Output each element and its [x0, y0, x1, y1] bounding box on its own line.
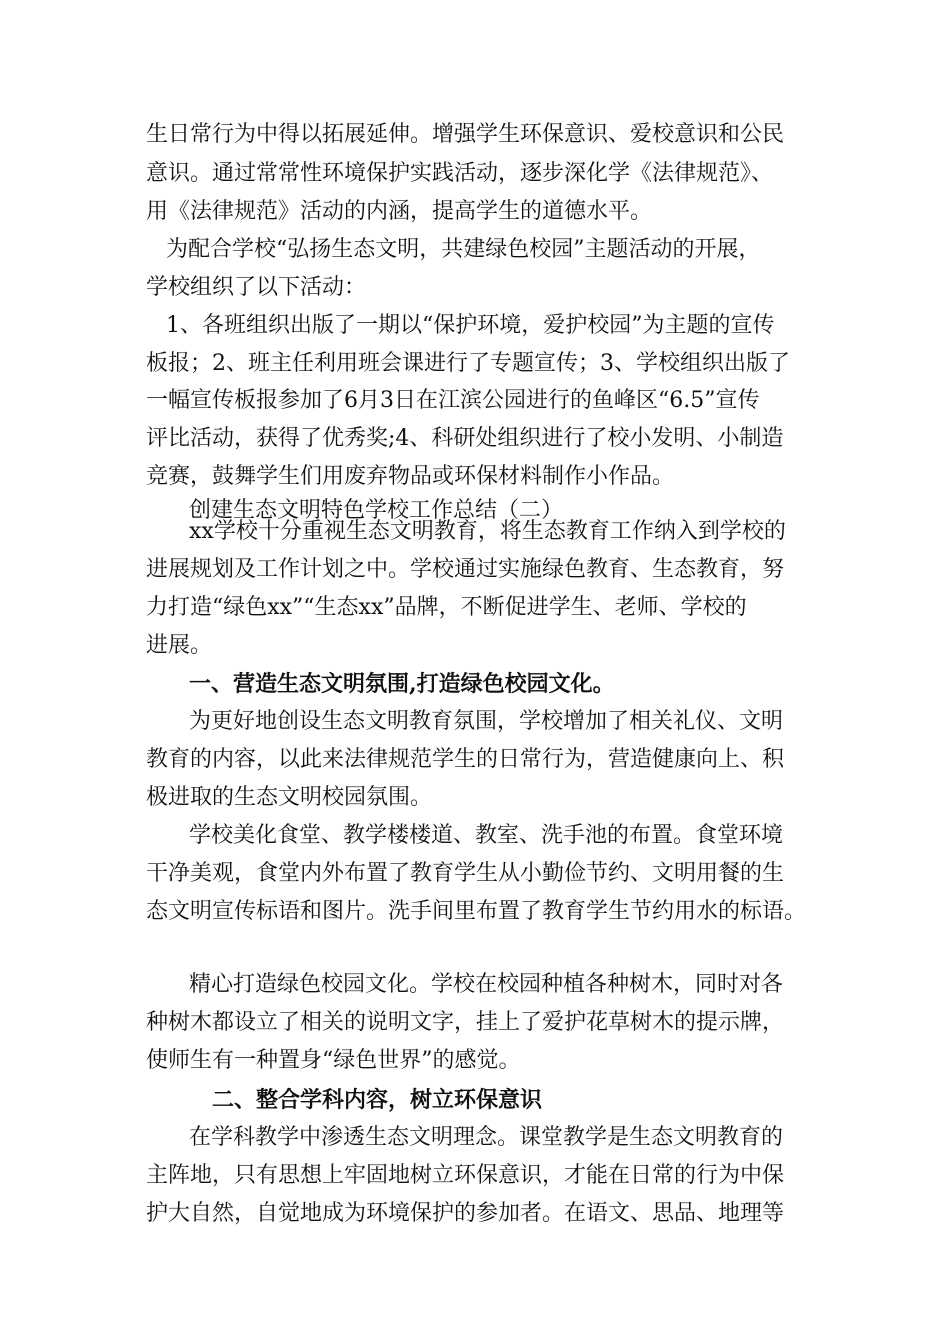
body-line: 力打造“绿色xx”“生态xx”品牌，不断促进学生、老师、学校的 [146, 595, 747, 620]
body-line: 态文明宣传标语和图片。洗手间里布置了教育学生节约用水的标语。 [146, 899, 807, 924]
body-line: xx学校十分重视生态文明教育，将生态教育工作纳入到学校的 [189, 519, 786, 544]
body-line: 极进取的生态文明校园氛围。 [146, 785, 433, 810]
body-line: 使师生有一种置身“绿色世界”的感觉。 [146, 1048, 521, 1073]
section-title: 创建生态文明特色学校工作总结（二） [189, 498, 564, 523]
body-line: 生日常行为中得以拓展延伸。增强学生环保意识、爱校意识和公民 [146, 122, 785, 147]
body-line: 1、各班组织出版了一期以“保护环境，爱护校园”为主题的宣传 [166, 313, 775, 338]
body-line: 教育的内容，以此来法律规范学生的日常行为，营造健康向上、积 [146, 747, 785, 772]
section-heading: 一、营造生态文明氛围,打造绿色校园文化。 [189, 671, 615, 697]
body-line: 板报；2、班主任利用班会课进行了专题宣传；3、学校组织出版了 [146, 351, 790, 376]
body-line: 主阵地，只有思想上牢固地树立环保意识，才能在日常的行为中保 [146, 1163, 785, 1188]
body-line: 一幅宣传板报参加了6月3日在江滨公园进行的鱼峰区“6.5”宣传 [146, 388, 760, 413]
body-line: 意识。通过常常性环境保护实践活动，逐步深化学《法律规范》、 [146, 161, 774, 186]
body-line: 护大自然，自觉地成为环境保护的参加者。在语文、思品、地理等 [146, 1201, 785, 1226]
body-line: 为更好地创设生态文明教育氛围，学校增加了相关礼仪、文明 [189, 709, 784, 734]
body-line: 评比活动，获得了优秀奖;4、科研处组织进行了校小发明、小制造 [146, 426, 784, 451]
body-line: 用《法律规范》活动的内涵，提高学生的道德水平。 [146, 199, 653, 224]
body-line: 种树木都设立了相关的说明文字，挂上了爱护花草树木的提示牌， [146, 1010, 785, 1035]
body-line: 进展。 [146, 633, 213, 658]
body-line: 干净美观，食堂内外布置了教育学生从小勤俭节约、文明用餐的生 [146, 861, 785, 886]
body-line: 学校组织了以下活动： [146, 275, 367, 300]
body-line: 学校美化食堂、教学楼楼道、教室、洗手池的布置。食堂环境 [189, 823, 784, 848]
section-heading: 二、整合学科内容，树立环保意识 [212, 1087, 543, 1113]
body-line: 为配合学校“弘扬生态文明，共建绿色校园”主题活动的开展， [166, 237, 761, 262]
body-line: 竞赛，鼓舞学生们用废弃物品或环保材料制作小作品。 [146, 464, 675, 489]
body-line: 在学科教学中渗透生态文明理念。课堂教学是生态文明教育的 [189, 1125, 784, 1150]
body-line: 进展规划及工作计划之中。学校通过实施绿色教育、生态教育，努 [146, 557, 785, 582]
body-line: 精心打造绿色校园文化。学校在校园种植各种树木，同时对各 [189, 972, 784, 997]
